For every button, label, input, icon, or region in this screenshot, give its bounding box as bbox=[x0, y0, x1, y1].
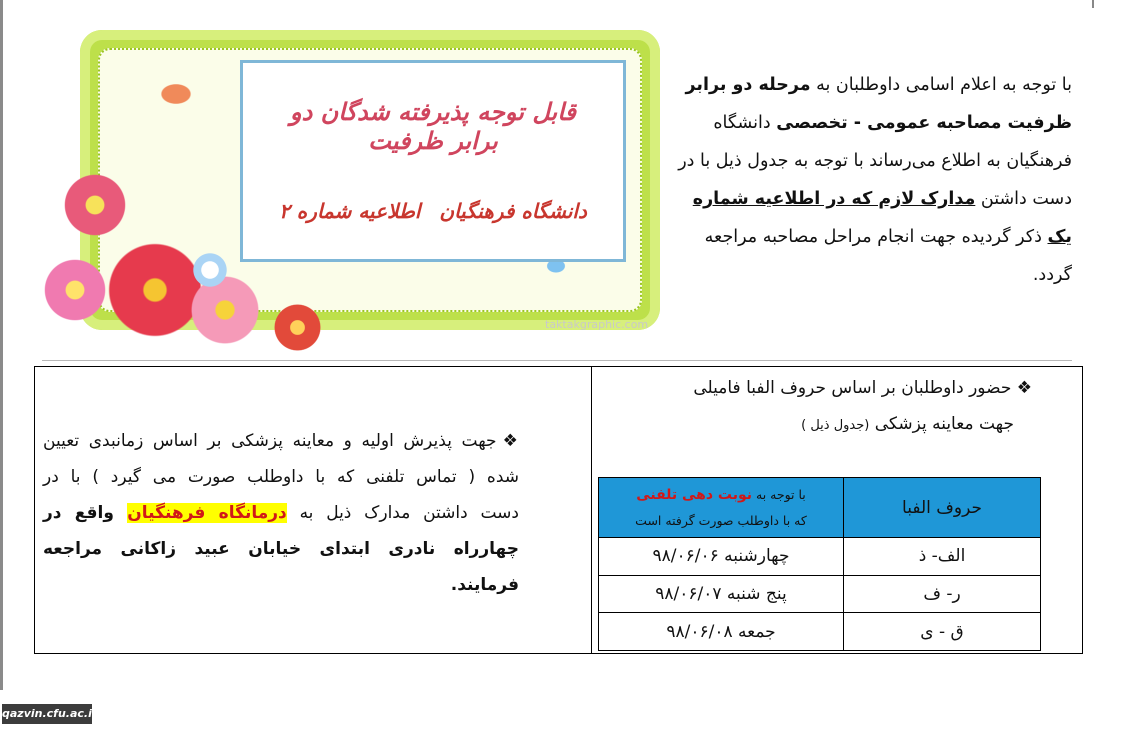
intro-documents-underlined: مدارک لازم که در اطلاعیه شماره یک bbox=[692, 189, 1072, 247]
intro-text-3: ذکر گردیده جهت انجام مراحل مصاحبه مراجعه گردد. bbox=[704, 227, 1072, 285]
info-table-column-divider bbox=[591, 367, 592, 653]
clinic-name-highlight: درمانگاه فرهنگیان bbox=[127, 503, 287, 523]
flower-decoration bbox=[270, 300, 325, 355]
schedule-date-cell: چهارشنبه ۹۸/۰۶/۰۶ bbox=[599, 538, 844, 576]
banner-title-line1: قابل توجه پذیرفته شدگان دو برابر ظرفیت bbox=[290, 97, 576, 155]
schedule-letters-cell: ق - ی bbox=[844, 613, 1041, 651]
schedule-header-note-b: که با داوطلب صورت گرفته است bbox=[635, 512, 807, 528]
schedule-header-note-a: با توجه به bbox=[752, 486, 806, 502]
page-top-mark bbox=[1092, 0, 1094, 8]
schedule-letters-cell: الف- ذ bbox=[844, 538, 1041, 576]
banner-title-card bbox=[240, 60, 626, 262]
schedule-date-cell: پنج شنبه ۹۸/۰۶/۰۷ bbox=[599, 575, 844, 613]
schedule-header-note-red: نوبت دهی تلفنی bbox=[636, 486, 753, 503]
schedule-header-row bbox=[599, 478, 1041, 538]
schedule-row bbox=[599, 613, 1041, 651]
intro-paragraph bbox=[672, 66, 1072, 294]
schedule-letters-cell: ر- ف bbox=[844, 575, 1041, 613]
intro-stage-bold: مرحله دو برابر ظرفیت مصاحبه عمومی - تخصصی bbox=[685, 75, 1072, 133]
flower-decoration bbox=[40, 255, 110, 325]
schedule-header-note bbox=[599, 478, 844, 538]
clinic-address: واقع در چهارراه نادری ابتدای خیابان عبید زاکانی مراجعه فرمایند. bbox=[43, 503, 519, 595]
announcement-banner bbox=[40, 30, 660, 360]
flower-decoration bbox=[60, 170, 130, 240]
schedule-table bbox=[598, 477, 1041, 651]
attendance-line2-note: (جدول ذیل ) bbox=[801, 418, 870, 433]
schedule-header-letters: حروف الفبا bbox=[844, 478, 1041, 538]
flower-decoration bbox=[190, 250, 230, 290]
banner-notice-number: اطلاعیه شماره ۲ bbox=[279, 199, 421, 223]
attendance-line2-text: جهت معاینه پزشکی bbox=[874, 414, 1014, 434]
info-table bbox=[34, 366, 1083, 654]
butterfly-decoration bbox=[158, 82, 194, 106]
schedule-date-cell: جمعه ۹۸/۰۶/۰۸ bbox=[599, 613, 844, 651]
attendance-line2 bbox=[602, 406, 1014, 444]
schedule-row bbox=[599, 575, 1041, 613]
diamond-bullet-icon: ❖ bbox=[1011, 378, 1032, 398]
site-badge[interactable]: qazvin.cfu.ac.ir bbox=[2, 704, 92, 724]
intro-text-1: با توجه به اعلام اسامی داوطلبان به bbox=[810, 75, 1072, 95]
diamond-bullet-icon: ❖ bbox=[502, 431, 519, 451]
clinic-text-1: جهت پذیرش اولیه و معاینه پزشکی بر اساس زمانبدی تعیین شده ( تماس تلفنی که با داوطلب صورت می گیرد ) با در دست داشتن مدارک ذیل به bbox=[43, 431, 519, 523]
intro-text-2: دانشگاه فرهنگیان به اطلاع می‌رساند با توجه به جدول ذیل با در دست داشتن bbox=[678, 113, 1072, 209]
attendance-instructions bbox=[602, 370, 1032, 444]
schedule-row bbox=[599, 538, 1041, 576]
attendance-line1 bbox=[602, 370, 1032, 406]
banner-university-name: دانشگاه فرهنگیان bbox=[439, 199, 587, 223]
clinic-instructions bbox=[43, 423, 519, 603]
banner-title-line2 bbox=[273, 199, 593, 223]
banner-watermark: taktakgraphic.com bbox=[545, 318, 649, 331]
section-divider bbox=[42, 360, 1072, 361]
attendance-line1-text: حضور داوطلبان بر اساس حروف الفبا فامیلی bbox=[693, 378, 1012, 398]
page-left-rule bbox=[0, 0, 3, 690]
